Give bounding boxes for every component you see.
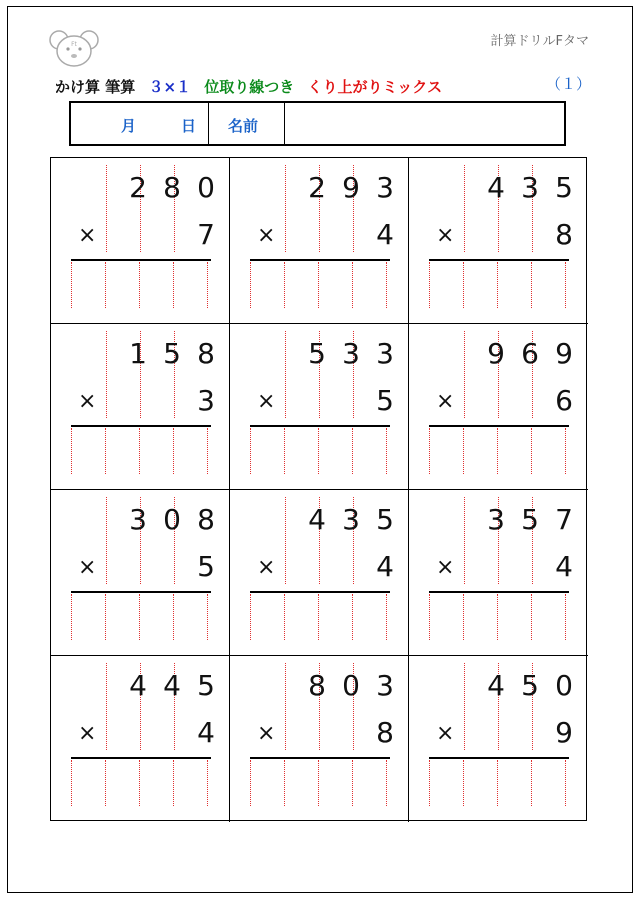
- place-value-guide: [285, 331, 286, 418]
- answer-guide: [352, 428, 353, 474]
- place-value-guide: [285, 663, 286, 750]
- name-box-divider: [208, 103, 209, 144]
- problem-cell: [409, 324, 588, 490]
- answer-line: [429, 259, 569, 261]
- problem-cell: [409, 656, 588, 822]
- answer-guide: [139, 594, 140, 640]
- day-label: 日: [181, 117, 197, 135]
- answer-guide: [71, 262, 72, 308]
- answer-guide: [386, 262, 387, 308]
- answer-line: [250, 425, 390, 427]
- multiplicand-digit: 3: [342, 337, 360, 370]
- answer-guide: [352, 594, 353, 640]
- place-value-guide: [464, 663, 465, 750]
- answer-guide: [250, 428, 251, 474]
- answer-guide: [429, 262, 430, 308]
- multiplicand-digit: 4: [308, 503, 326, 536]
- multiplicand-digit: 5: [308, 337, 326, 370]
- title-part-3: 位取り線つき: [204, 78, 295, 96]
- times-sign: ×: [257, 721, 276, 746]
- answer-guide: [318, 760, 319, 806]
- problem-cell: [51, 158, 230, 324]
- multiplicand-digit: 9: [487, 337, 505, 370]
- problem-cell: [230, 158, 409, 324]
- place-value-guide: [285, 497, 286, 584]
- answer-guide: [250, 760, 251, 806]
- answer-line: [250, 757, 390, 759]
- multiplicand-digit: 2: [129, 171, 147, 204]
- answer-guide: [429, 594, 430, 640]
- answer-guide: [284, 428, 285, 474]
- answer-guide: [105, 760, 106, 806]
- multiplicand-digit: 5: [197, 669, 215, 702]
- multiplicand-digit: 3: [342, 503, 360, 536]
- answer-guide: [250, 262, 251, 308]
- times-sign: ×: [436, 721, 455, 746]
- title-part-1: かけ算 筆算: [55, 78, 136, 96]
- multiplier-digit: 4: [376, 550, 394, 583]
- answer-guide: [173, 594, 174, 640]
- problem-cell: [51, 656, 230, 822]
- times-sign: ×: [78, 223, 97, 248]
- answer-guide: [71, 428, 72, 474]
- problem-grid: [50, 157, 587, 821]
- multiplier-digit: 5: [376, 384, 394, 417]
- answer-guide: [497, 594, 498, 640]
- answer-guide: [352, 262, 353, 308]
- answer-guide: [250, 594, 251, 640]
- multiplicand-digit: 4: [129, 669, 147, 702]
- sheet-number: （１）: [546, 75, 592, 93]
- answer-guide: [173, 262, 174, 308]
- times-sign: ×: [257, 389, 276, 414]
- multiplicand-digit: 9: [342, 171, 360, 204]
- answer-guide: [318, 262, 319, 308]
- answer-line: [250, 259, 390, 261]
- multiplier-digit: 5: [197, 550, 215, 583]
- answer-guide: [565, 594, 566, 640]
- answer-line: [429, 425, 569, 427]
- multiplicand-digit: 3: [376, 171, 394, 204]
- answer-guide: [565, 760, 566, 806]
- multiplicand-digit: 4: [487, 669, 505, 702]
- times-sign: ×: [78, 389, 97, 414]
- multiplicand-digit: 3: [376, 669, 394, 702]
- multiplicand-digit: 9: [555, 337, 573, 370]
- answer-guide: [352, 760, 353, 806]
- brand-label: 計算ドリルFタマ: [490, 34, 589, 49]
- place-value-guide: [464, 331, 465, 418]
- answer-guide: [284, 760, 285, 806]
- answer-guide: [429, 428, 430, 474]
- answer-guide: [207, 594, 208, 640]
- multiplicand-digit: 0: [197, 171, 215, 204]
- answer-line: [429, 591, 569, 593]
- answer-guide: [71, 760, 72, 806]
- times-sign: ×: [436, 555, 455, 580]
- times-sign: ×: [436, 389, 455, 414]
- answer-line: [71, 757, 211, 759]
- multiplicand-digit: 3: [521, 171, 539, 204]
- answer-line: [429, 757, 569, 759]
- multiplicand-digit: 8: [308, 669, 326, 702]
- multiplicand-digit: 6: [521, 337, 539, 370]
- answer-guide: [284, 262, 285, 308]
- problem-cell: [51, 324, 230, 490]
- multiplicand-digit: 5: [521, 669, 539, 702]
- problem-cell: [230, 656, 409, 822]
- month-label: 月: [121, 117, 137, 135]
- place-value-guide: [464, 165, 465, 252]
- multiplicand-digit: 3: [129, 503, 147, 536]
- times-sign: ×: [257, 555, 276, 580]
- place-value-guide: [106, 331, 107, 418]
- multiplicand-digit: 1: [129, 337, 147, 370]
- answer-guide: [463, 594, 464, 640]
- multiplier-digit: 7: [197, 218, 215, 251]
- multiplicand-digit: 8: [197, 337, 215, 370]
- answer-guide: [318, 594, 319, 640]
- answer-guide: [139, 760, 140, 806]
- times-sign: ×: [257, 223, 276, 248]
- multiplicand-digit: 8: [163, 171, 181, 204]
- place-value-guide: [106, 497, 107, 584]
- multiplicand-digit: 0: [342, 669, 360, 702]
- multiplicand-digit: 4: [163, 669, 181, 702]
- worksheet-title: [55, 76, 450, 97]
- multiplicand-digit: 8: [197, 503, 215, 536]
- answer-guide: [531, 262, 532, 308]
- answer-guide: [531, 428, 532, 474]
- answer-guide: [497, 428, 498, 474]
- answer-guide: [463, 428, 464, 474]
- answer-guide: [207, 428, 208, 474]
- multiplier-digit: 8: [555, 218, 573, 251]
- answer-guide: [207, 760, 208, 806]
- answer-guide: [386, 594, 387, 640]
- answer-guide: [173, 428, 174, 474]
- problem-cell: [230, 490, 409, 656]
- answer-guide: [497, 262, 498, 308]
- times-sign: ×: [436, 223, 455, 248]
- multiplier-digit: 4: [197, 716, 215, 749]
- problem-cell: [409, 490, 588, 656]
- answer-line: [71, 259, 211, 261]
- answer-guide: [139, 262, 140, 308]
- multiplicand-digit: 0: [555, 669, 573, 702]
- multiplicand-digit: 3: [376, 337, 394, 370]
- multiplier-digit: 3: [197, 384, 215, 417]
- answer-line: [71, 425, 211, 427]
- times-sign: ×: [78, 555, 97, 580]
- multiplicand-digit: 3: [487, 503, 505, 536]
- answer-line: [250, 591, 390, 593]
- multiplicand-digit: 5: [376, 503, 394, 536]
- answer-guide: [497, 760, 498, 806]
- answer-guide: [386, 760, 387, 806]
- answer-guide: [71, 594, 72, 640]
- answer-guide: [565, 262, 566, 308]
- multiplicand-digit: 5: [163, 337, 181, 370]
- multiplier-digit: 8: [376, 716, 394, 749]
- answer-guide: [531, 760, 532, 806]
- multiplicand-digit: 7: [555, 503, 573, 536]
- name-label: 名前: [228, 117, 259, 135]
- answer-guide: [284, 594, 285, 640]
- multiplier-digit: 4: [376, 218, 394, 251]
- problem-cell: [409, 158, 588, 324]
- place-value-guide: [106, 165, 107, 252]
- answer-guide: [386, 428, 387, 474]
- mouse-logo-icon: [48, 28, 100, 68]
- answer-guide: [105, 594, 106, 640]
- name-box: [69, 101, 566, 146]
- title-part-2: ３×１: [148, 78, 192, 96]
- times-sign: ×: [78, 721, 97, 746]
- multiplier-digit: 4: [555, 550, 573, 583]
- answer-guide: [105, 428, 106, 474]
- problem-cell: [51, 490, 230, 656]
- answer-guide: [105, 262, 106, 308]
- multiplier-digit: 9: [555, 716, 573, 749]
- answer-guide: [463, 262, 464, 308]
- answer-guide: [207, 262, 208, 308]
- title-part-4: くり上がりミックス: [307, 78, 443, 96]
- answer-guide: [139, 428, 140, 474]
- multiplicand-digit: 0: [163, 503, 181, 536]
- answer-guide: [531, 594, 532, 640]
- answer-guide: [173, 760, 174, 806]
- place-value-guide: [285, 165, 286, 252]
- multiplier-digit: 6: [555, 384, 573, 417]
- multiplicand-digit: 2: [308, 171, 326, 204]
- place-value-guide: [464, 497, 465, 584]
- multiplicand-digit: 4: [487, 171, 505, 204]
- name-box-divider: [284, 103, 285, 144]
- answer-guide: [318, 428, 319, 474]
- answer-guide: [429, 760, 430, 806]
- svg-text:Ft: Ft: [71, 41, 77, 48]
- multiplicand-digit: 5: [521, 503, 539, 536]
- place-value-guide: [106, 663, 107, 750]
- problem-cell: [230, 324, 409, 490]
- answer-line: [71, 591, 211, 593]
- answer-guide: [565, 428, 566, 474]
- multiplicand-digit: 5: [555, 171, 573, 204]
- answer-guide: [463, 760, 464, 806]
